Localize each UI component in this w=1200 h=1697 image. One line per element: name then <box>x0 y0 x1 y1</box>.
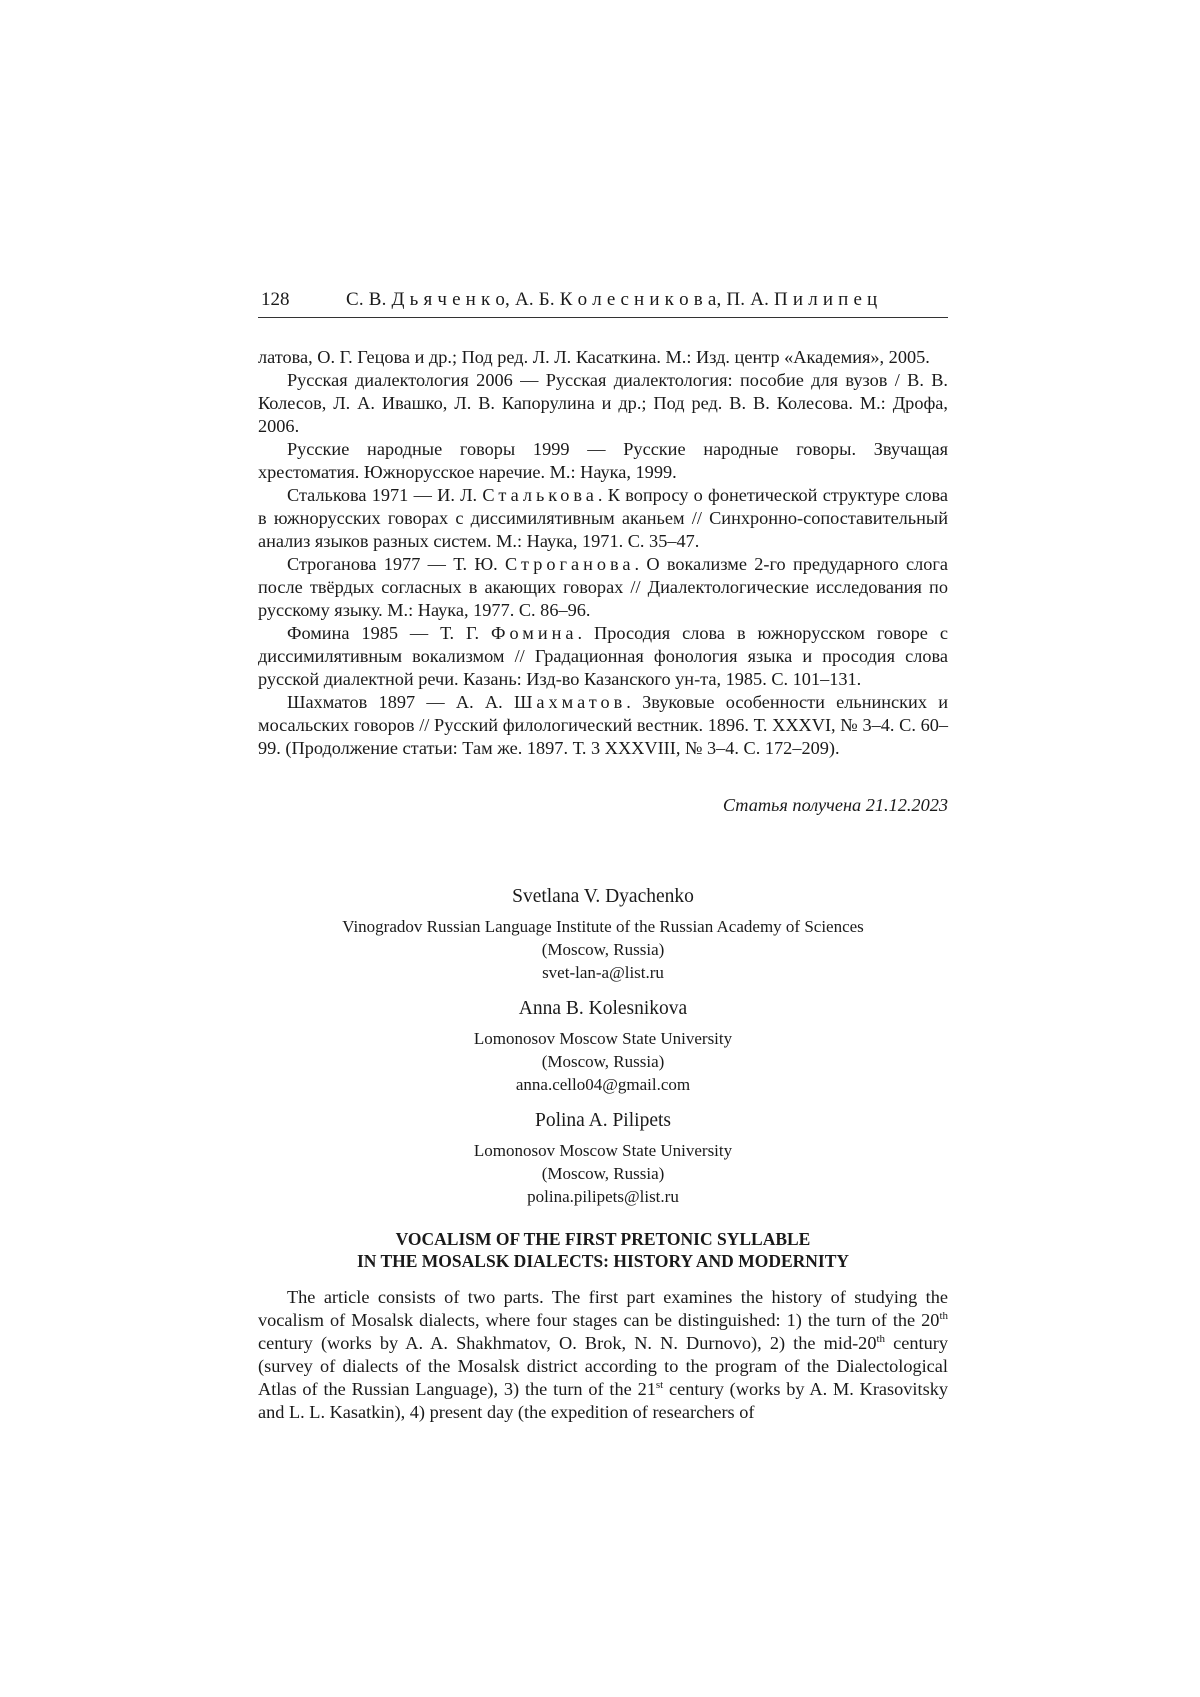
reference-author-spaced: Сталькова <box>482 485 598 505</box>
ordinal-suffix: st <box>655 1379 664 1391</box>
reference-item: Русские народные говоры 1999 — Русские народные говоры. Звучащая хрестоматия. Южнорусское наречие. М.: Наука, 1999. <box>258 439 948 482</box>
running-header-authors: С. В. Д ь я ч е н к о, А. Б. К о л е с н и к о в а, П. А. П и л и п е ц <box>346 289 878 310</box>
reference-list <box>258 346 948 760</box>
article-title-line: IN THE MOSALSK DIALECTS: HISTORY AND MODERNITY <box>356 1251 850 1271</box>
author-affiliation: Lomonosov Moscow State University <box>473 1029 733 1048</box>
author-name: Anna B. Kolesnikova <box>518 998 688 1019</box>
page-number: 128 <box>261 289 290 310</box>
running-header <box>258 289 948 318</box>
author-email: svet-lan-a@list.ru <box>542 963 664 982</box>
author-location: (Moscow, Russia) <box>541 940 665 959</box>
reference-item: Шахматов 1897 — А. А. Шахматов. Звуковые особенности ельнинских и мосальских говоров // Русский филологический вестник. 1896. Т. XXXVI, № 3–4. С. 60–99. (Продолжение статьи: Там же. 1897. Т. 3 XXXVIII, № 3–4. С. 172–209). <box>258 692 948 758</box>
author-name: Svetlana V. Dyachenko <box>512 886 694 907</box>
ordinal-suffix: th <box>876 1333 886 1345</box>
author-affiliation: Vinogradov Russian Language Institute of the Russian Academy of Sciences <box>342 917 864 936</box>
abstract-paragraph: The article consists of two parts. The first part examines the history of studying the vocalism of Mosalsk dialects, where four stages can be distinguished: 1) the turn of the 20th century (works by A. A. Shakhmatov, O. Brok, N. N. Durnovo), 2) the mid-20th century (survey of dialects of the Mosalsk district according to the program of the Dialectological Atlas of the Russian Language), 3) the turn of the 21st century (works by A. M. Krasovitsky and L. L. Kasatkin), 4) present day (the expedition of researchers of <box>258 1287 948 1422</box>
reference-author-spaced: Шахматов <box>513 692 627 712</box>
reference-continuation: латова, О. Г. Гецова и др.; Под ред. Л. Л. Касаткина. М.: Изд. центр «Академия», 2005. <box>258 347 930 367</box>
reference-author-spaced: Фомина <box>491 623 578 643</box>
reference-item: Фомина 1985 — Т. Г. Фомина. Просодия слова в южнорусском говоре с диссимилятивным вокализмом // Градационная фонология языка и просодия слова русской диалектной речи. Казань: Изд-во Казанского ун-та, 1985. С. 101–131. <box>258 623 948 689</box>
author-email: anna.cello04@gmail.com <box>515 1075 691 1094</box>
reference-item: Русская диалектология 2006 — Русская диалектология: пособие для вузов / В. В. Колесов, Л. А. Ивашко, Л. В. Капорулина и др.; Под ред. В. В. Колесова. М.: Дрофа, 2006. <box>258 370 948 436</box>
reference-author-spaced: Строганова <box>505 554 635 574</box>
author-block <box>258 997 948 1096</box>
author-email: polina.pilipets@list.ru <box>527 1187 679 1206</box>
author-location: (Moscow, Russia) <box>541 1052 665 1071</box>
article-title-line: VOCALISM OF THE FIRST PRETONIC SYLLABLE <box>395 1229 811 1249</box>
author-block <box>258 885 948 984</box>
author-affiliation: Lomonosov Moscow State University <box>473 1141 733 1160</box>
ordinal-suffix: th <box>939 1310 948 1322</box>
received-date: Статья получена 21.12.2023 <box>722 795 948 815</box>
reference-item: Сталькова 1971 — И. Л. Сталькова. К вопросу о фонетической структуре слова в южнорусских говорах с диссимилятивным аканьем // Синхронно-сопоставительный анализ языков разных систем. М.: Наука, 1971. С. 35–47. <box>258 485 949 551</box>
author-name: Polina A. Pilipets <box>535 1110 671 1131</box>
article-title <box>258 1228 948 1272</box>
author-location: (Moscow, Russia) <box>541 1164 665 1183</box>
author-block <box>258 1109 948 1208</box>
reference-item: Строганова 1977 — Т. Ю. Строганова. О вокализме 2-го предударного слога после твёрдых согласных в акающих говорах // Диалектологические исследования по русскому языку. М.: Наука, 1977. С. 86–96. <box>258 554 948 620</box>
